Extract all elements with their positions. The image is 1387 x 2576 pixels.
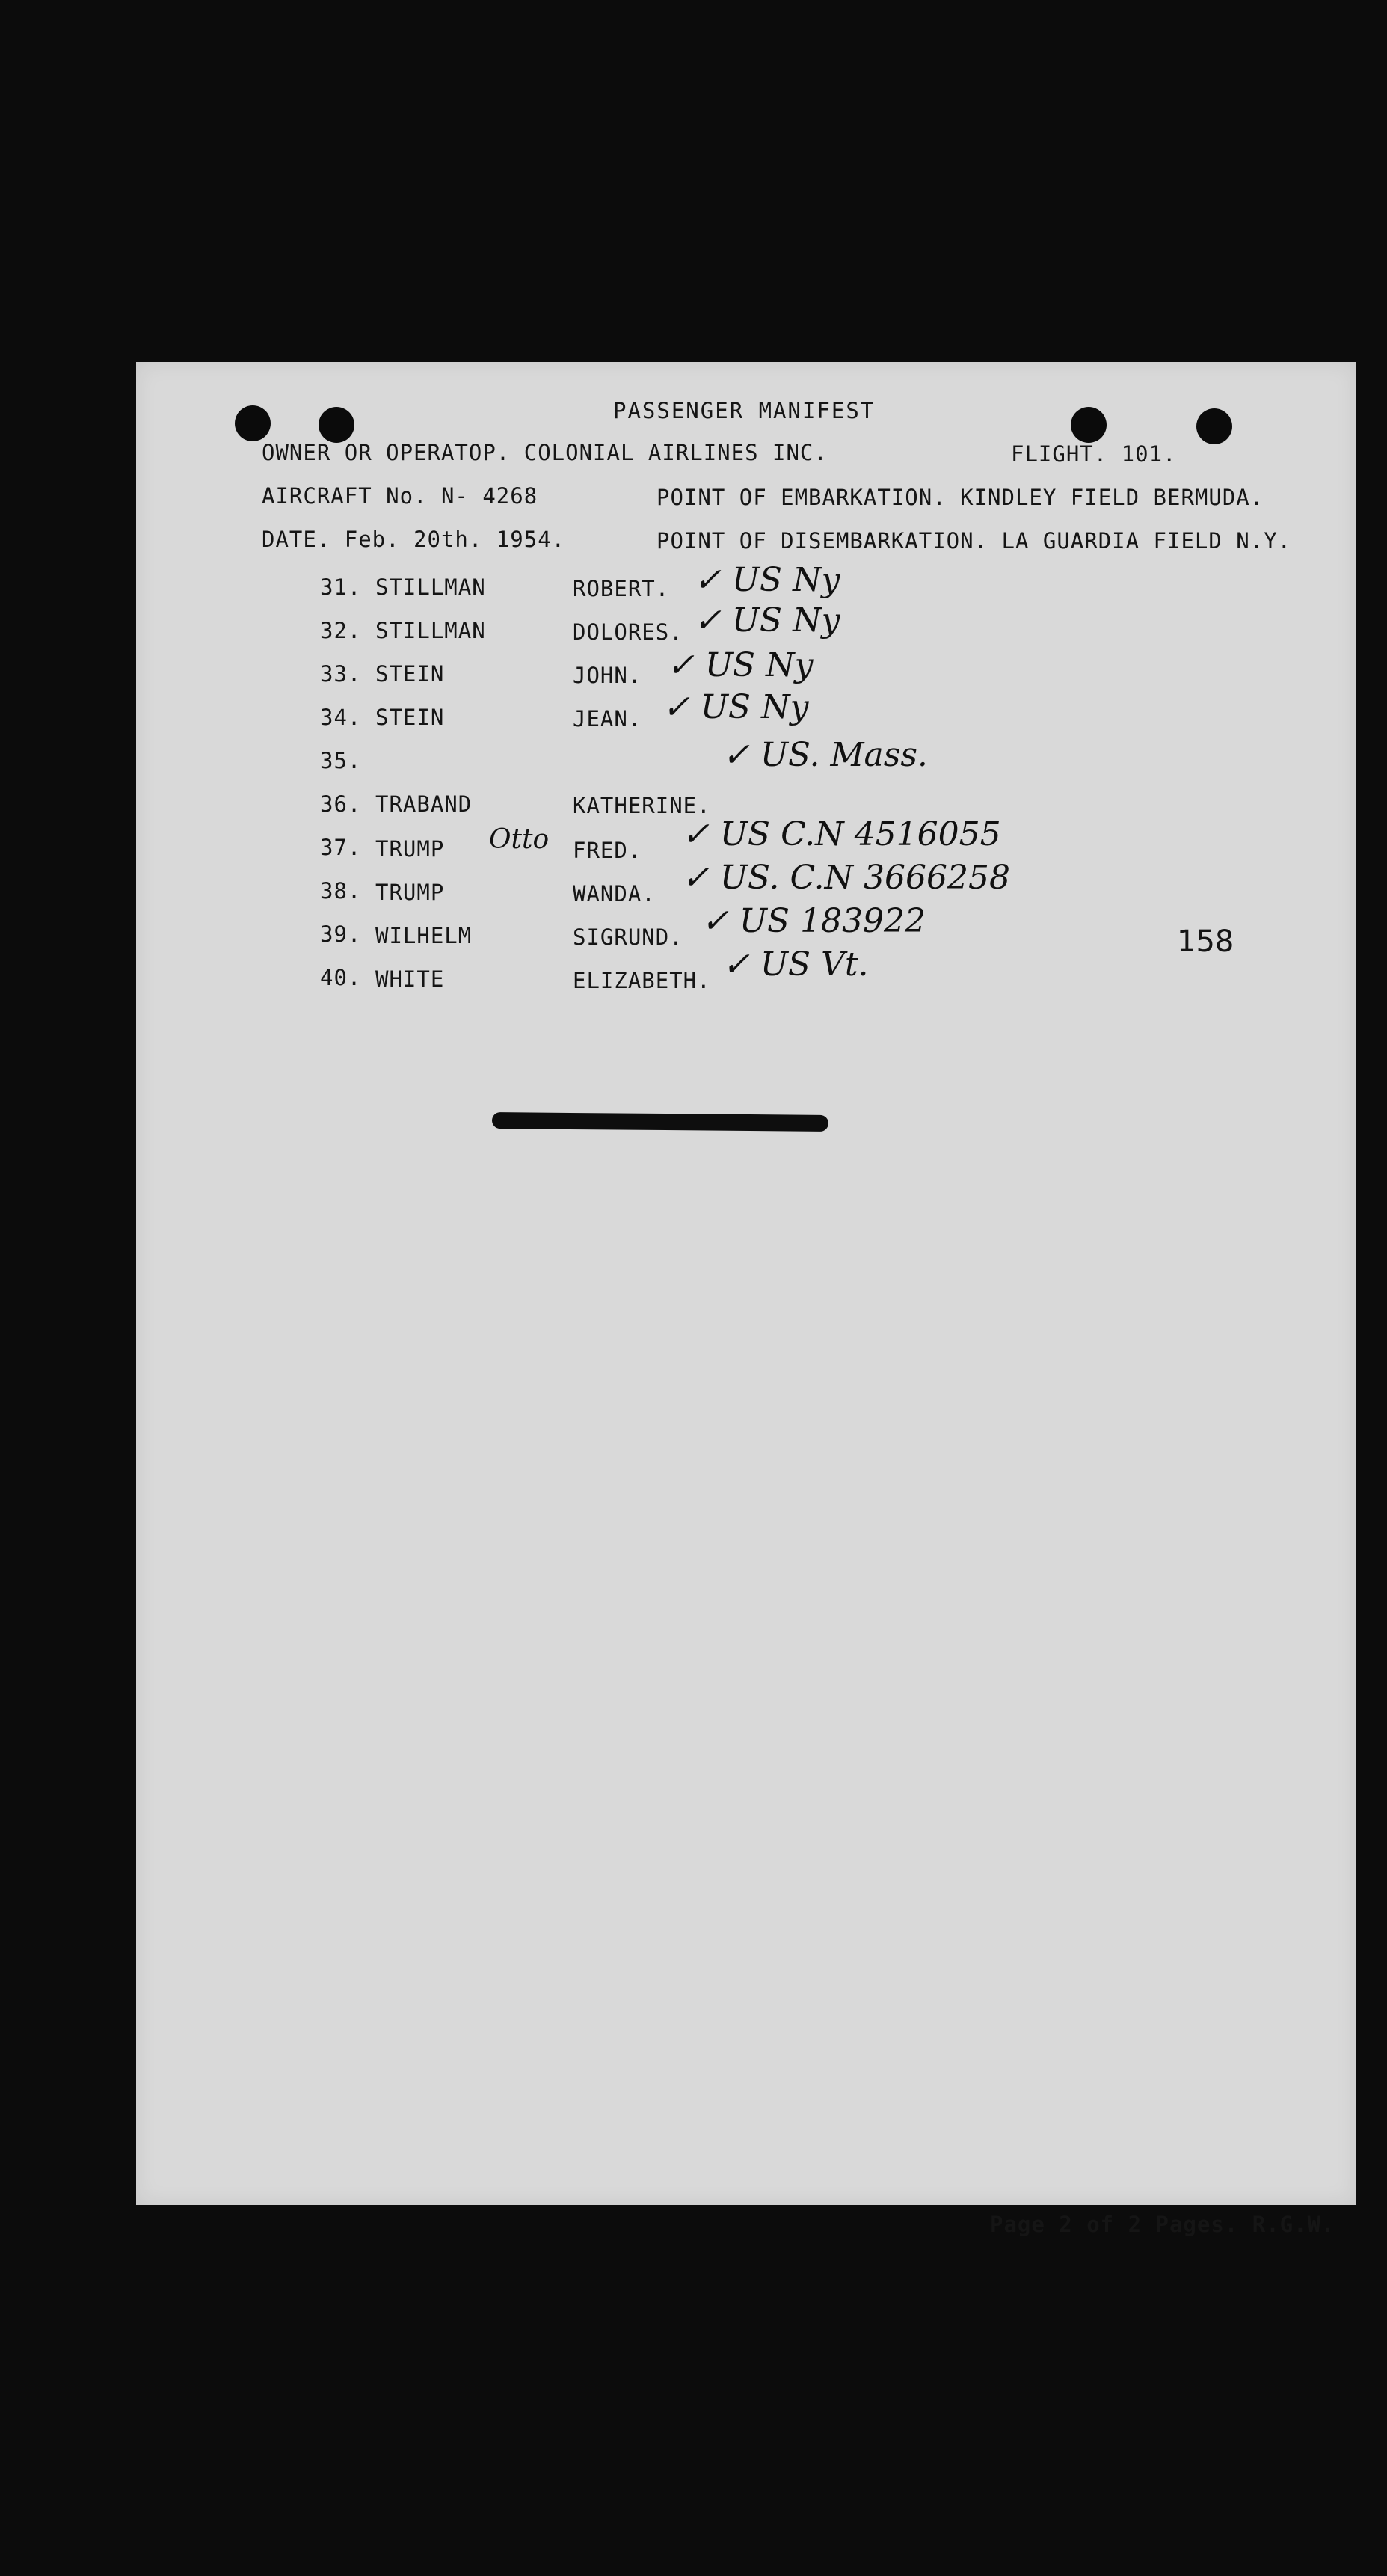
first-name: WANDA.	[573, 881, 656, 907]
handwritten-note: ✓ US Ny	[667, 646, 814, 684]
row-number: 31.	[320, 574, 362, 600]
last-name: STEIN	[375, 661, 445, 687]
first-name: KATHERINE.	[573, 793, 711, 818]
punch-hole-left-2	[319, 407, 354, 443]
handwritten-note: ✓ US. C.N 3666258	[682, 859, 1011, 897]
first-name: ROBERT.	[573, 576, 670, 601]
manifest-date: DATE. Feb. 20th. 1954.	[262, 527, 566, 552]
punch-hole-right-2	[1196, 408, 1232, 444]
handwritten-note: ✓ US. Mass.	[722, 736, 928, 774]
row-number: 33.	[320, 661, 362, 687]
flight-number: FLIGHT. 101.	[1011, 441, 1177, 467]
row-number: 32.	[320, 618, 362, 643]
row-number: 38.	[320, 878, 362, 904]
aircraft-number: AIRCRAFT No. N- 4268	[262, 483, 538, 509]
disembarkation-point: POINT OF DISEMBARKATION. LA GUARDIA FIELD N.Y.	[656, 528, 1292, 553]
punch-hole-right-1	[1071, 407, 1107, 443]
redaction-strike	[492, 1112, 828, 1132]
last-name: STILLMAN	[375, 618, 486, 643]
handwritten-note: ✓ US Ny	[694, 601, 840, 640]
row-number: 40.	[320, 965, 362, 990]
first-name: SIGRUND.	[573, 924, 683, 950]
last-name: TRABAND	[375, 791, 473, 817]
handwritten-note: ✓ US Ny	[694, 561, 840, 599]
last-name: TRUMP	[375, 880, 445, 905]
handwritten-note: ✓ US Ny	[662, 688, 809, 726]
handwritten-note: ✓ US C.N 4516055	[682, 815, 1001, 853]
manifest-sheet	[136, 362, 1356, 2237]
last-name: TRUMP	[375, 836, 445, 862]
last-name: WHITE	[375, 966, 445, 992]
punch-hole-left-1	[235, 405, 271, 441]
embarkation-point: POINT OF EMBARKATION. KINDLEY FIELD BERMUDA.	[656, 485, 1264, 510]
last-name: STEIN	[375, 705, 445, 730]
handwritten-note: ✓ US 183922	[701, 902, 926, 940]
page-number: 158	[1177, 924, 1234, 959]
first-name: DOLORES.	[573, 619, 683, 645]
first-name: FRED.	[573, 838, 642, 863]
handwritten-otto: Otto	[489, 824, 550, 855]
first-name: JEAN.	[573, 706, 642, 732]
owner-line: OWNER OR OPERATOP. COLONIAL AIRLINES INC.	[262, 440, 828, 465]
row-number: 34.	[320, 705, 362, 730]
row-number: 36.	[320, 791, 362, 817]
page-footer: Page 2 of 2 Pages. R.G.W.	[990, 2212, 1335, 2237]
last-name: WILHELM	[375, 923, 473, 948]
row-number: 35.	[320, 748, 362, 773]
row-number: 37.	[320, 835, 362, 860]
row-number: 39.	[320, 921, 362, 947]
first-name: ELIZABETH.	[573, 968, 711, 993]
manifest-title: PASSENGER MANIFEST	[613, 398, 876, 423]
first-name: JOHN.	[573, 663, 642, 688]
last-name: STILLMAN	[375, 574, 486, 600]
handwritten-note: ✓ US Vt.	[722, 945, 869, 984]
